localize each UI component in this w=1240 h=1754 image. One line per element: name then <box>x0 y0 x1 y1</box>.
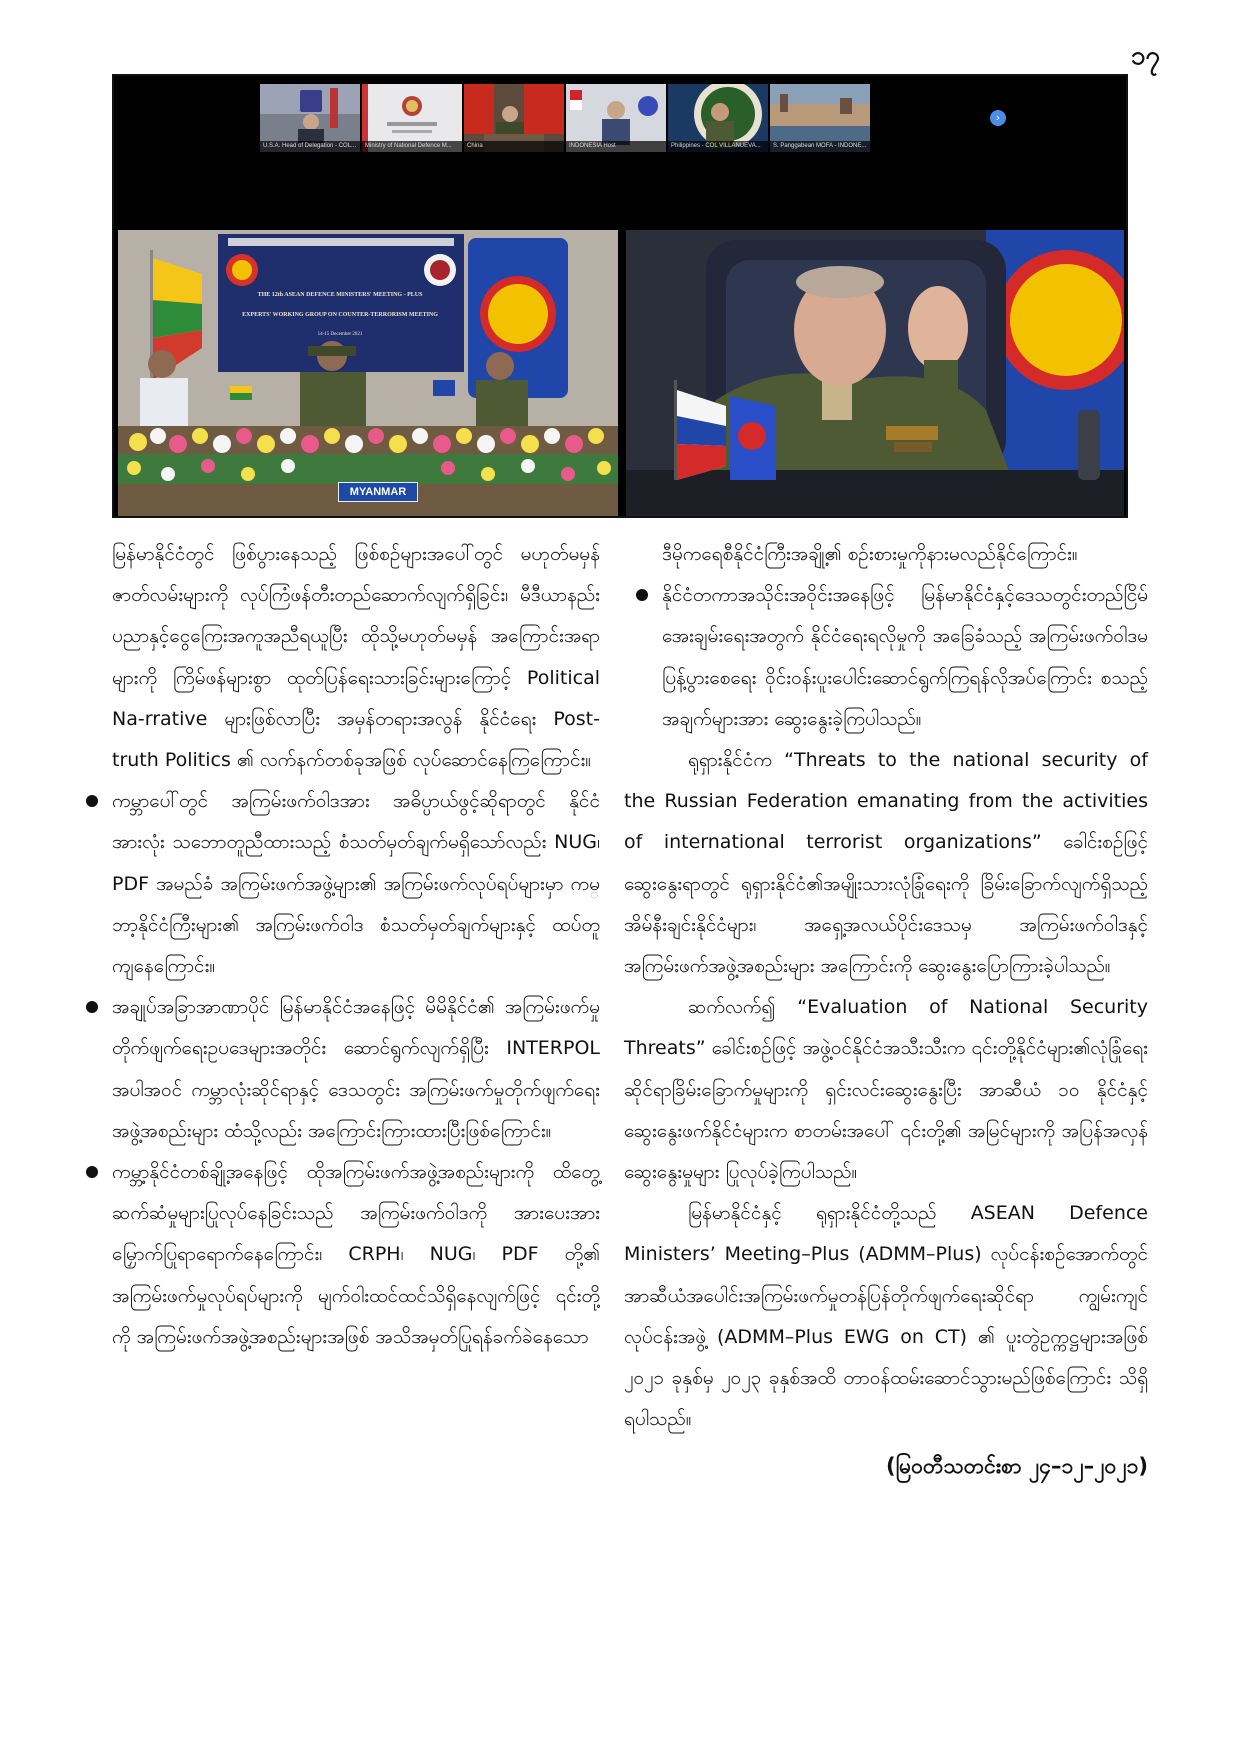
bullet-icon <box>86 1001 98 1013</box>
russian-delegate-scene <box>626 230 1124 516</box>
next-participants-button[interactable]: › <box>990 110 1006 126</box>
video-tile <box>362 84 462 152</box>
video-conference-strip <box>260 84 972 154</box>
list-item <box>112 987 600 1152</box>
page-number: ၁၇ <box>1130 41 1160 71</box>
delegation-illustration <box>118 230 618 516</box>
tile-label: INDONESIA Host <box>566 141 666 152</box>
bullet-text: ကမ္ဘာပေါ်တွင် အကြမ်းဖက်ဝါဒအား အဓိပ္ပာယ်ဖွင့်ဆိုရာတွင် နိုင်ငံအားလုံး သဘောတူညီထားသည့် စံသတ်မှတ်ချက်မရှိသော်လည်း NUG၊ PDF အမည်ခံ အကြမ်းဖက်အဖွဲ့များ၏ အကြမ်းဖက်လုပ်ရပ်များမှာ ကမ္ဘာ့နိုင်ငံကြီးများ၏ အကြမ်းဖက်ဝါဒ စံသတ်မှတ်ချက်များနှင့် ထပ်တူကျနေကြောင်း။ <box>112 790 600 978</box>
banner-title: THE 12th ASEAN DEFENCE MINISTERS' MEETING - PLUS <box>257 292 423 298</box>
tile-label: Philippines - COL VILLANUEVA... <box>668 141 768 152</box>
meeting-banner <box>222 290 458 340</box>
list-item <box>112 1152 600 1358</box>
list-item <box>662 575 1148 740</box>
list-item <box>112 781 600 987</box>
banner-date: 14-15 December 2021 <box>317 332 363 337</box>
video-tile <box>260 84 360 152</box>
bullet-text: အချုပ်အခြာအာဏာပိုင် မြန်မာနိုင်ငံအနေဖြင့် မိမိနိုင်ငံ၏ အကြမ်းဖက်မှုတိုက်ဖျက်ရေးဥပဒေများအတိုင်း ဆောင်ရွက်လျက်ရှိပြီး INTERPOL အပါအဝင် ကမ္ဘာလုံးဆိုင်ရာနှင့် ဒေသတွင်း အကြမ်းဖက်မှုတိုက်ဖျက်ရေးအဖွဲ့အစည်းများ ထံသို့လည်း အကြောင်းကြားထားပြီးဖြစ်ကြောင်း။ <box>112 996 600 1142</box>
video-tile <box>770 84 870 152</box>
officer-illustration <box>626 230 1124 516</box>
tile-label: U.S.A. Head of Delegation - COL... <box>260 141 360 152</box>
bullet-text: ကမ္ဘာ့နိုင်ငံတစ်ချို့အနေဖြင့် ထိုအကြမ်းဖက်အဖွဲ့အစည်းများကို ထိတွေ့ဆက်ဆံမှုများပြုလုပ်နေခြင်းသည် အကြမ်းဖက်ဝါဒကို အားပေးအားမြှောက်ပြုရာရောက်နေကြောင်း၊ CRPH၊ NUG၊ PDF တို့၏ အကြမ်းဖက်မှုလုပ်ရပ်များကို မျက်ဝါးထင်ထင်သိရှိနေလျက်ဖြင့် ၎င်းတို့ကို အကြမ်းဖက်အဖွဲ့အစည်းများအဖြစ် အသိအမှတ်ပြုရန်ခက်ခဲနေသော <box>112 1161 600 1348</box>
source-citation: (မြဝတီသတင်းစာ ၂၄–၁၂–၂၀၂၁) <box>886 1454 1148 1479</box>
left-text-column <box>112 534 600 1358</box>
meeting-photo <box>112 74 1128 518</box>
tile-label: Ministry of National Defence M... <box>362 141 462 152</box>
banner-subtitle: EXPERTS' WORKING GROUP ON COUNTER-TERRORISM MEETING <box>242 312 438 318</box>
right-text-column <box>624 534 1148 1488</box>
video-tile <box>566 84 666 152</box>
intro-paragraph: မြန်မာနိုင်ငံတွင် ဖြစ်ပွားနေသည့် ဖြစ်စဉ်များအပေါ်တွင် မဟုတ်မမှန်ဇာတ်လမ်းများကို လုပ်ကြံဖန်တီးတည်ဆောက်လျက်ရှိခြင်း၊ မီဒီယာနည်းပညာနှင့်ငွေကြေးအကူအညီရယူပြီး ထိုသို့မဟုတ်မမှန် အကြောင်းအရာများကို ကြိမ်ဖန်များစွာ ထုတ်ပြန်ရေးသားခြင်းများကြောင့် Political Na-rrative များဖြစ်လာပြီး အမှန်တရားအလွန် နိုင်ငံရေး Post-truth Politics ၏ လက်နက်တစ်ခုအဖြစ် လုပ်ဆောင်နေကြကြောင်း။ <box>112 543 600 772</box>
continued-bullet-text: ဒီမိုကရေစီနိုင်ငံကြီးအချို့၏ စဉ်းစားမှုကိုနားမလည်နိုင်ကြောင်း။ <box>662 543 1078 565</box>
video-tile <box>668 84 768 152</box>
tile-label: S. Panggabean MOFA - INDONE... <box>770 141 870 152</box>
video-tile <box>464 84 564 152</box>
body-paragraph: ရုရှားနိုင်ငံက “Threats to the national security of the Russian Federation emanating from the activities of international terrorist organizations” ခေါင်းစဉ်ဖြင့် ဆွေးနွေးရာတွင် ရုရှားနိုင်ငံ၏အမျိုးသားလုံခြုံရေးကို ခြိမ်းခြောက်လျက်ရှိသည့် အိမ်နီးချင်းနိုင်ငံများ၊ အရှေ့အလယ်ပိုင်းဒေသမှ အကြမ်းဖက်ဝါဒနှင့် အကြမ်းဖက်အဖွဲ့အစည်းများ အကြောင်းကို ဆွေးနွေးပြောကြားခဲ့ပါသည်။ <box>624 749 1148 978</box>
body-paragraph: မြန်မာနိုင်ငံနှင့် ရုရှားနိုင်ငံတို့သည် ASEAN Defence Ministers’ Meeting–Plus (ADMM–Plus) လုပ်ငန်းစဉ်အောက်တွင် အာဆီယံအပေါင်းအကြမ်းဖက်မှုတန်ပြန်တိုက်ဖျက်ရေးဆိုင်ရာ ကျွမ်းကျင်လုပ်ငန်းအဖွဲ့ (ADMM–Plus EWG on CT) ၏ ပူးတွဲဥက္ကဋ္ဌများအဖြစ် ၂၀၂၁ ခုနှစ်မှ ၂၀၂၃ ခုနှစ်အထိ တာဝန်ထမ်းဆောင်သွားမည်ဖြစ်ကြောင်း သိရှိရပါသည်။ <box>624 1202 1148 1431</box>
tile-label: China <box>464 141 564 152</box>
bullet-text: နိုင်ငံတကာအသိုင်းအဝိုင်းအနေဖြင့် မြန်မာနိုင်ငံနှင့်ဒေသတွင်းတည်ငြိမ် အေးချမ်းရေးအတွက် နိုင်ငံရေးရလိုမှုကို အခြေခံသည့် အကြမ်းဖက်ဝါဒမပြန့်ပွားစေရေး ဝိုင်းဝန်းပူးပေါင်းဆောင်ရွက်ကြရန်လိုအပ်ကြောင်း စသည့်အချက်များအား ဆွေးနွေးခဲ့ကြပါသည်။ <box>662 584 1148 730</box>
bullet-icon <box>636 589 648 601</box>
country-nameplate: MYANMAR <box>338 482 418 502</box>
bullet-icon <box>86 795 98 807</box>
bullet-icon <box>86 1166 98 1178</box>
body-paragraph: ဆက်လက်၍ “Evaluation of National Security Threats” ခေါင်းစဉ်ဖြင့် အဖွဲ့ဝင်နိုင်ငံအသီးသီးက ၎င်းတို့နိုင်ငံများ၏လုံခြုံရေးဆိုင်ရာခြိမ်းခြောက်မှုများကို ရှင်းလင်းဆွေးနွေးပြီး အာဆီယံ ၁၀ နိုင်ငံနှင့် ဆွေးနွေးဖက်နိုင်ငံများက စာတမ်းအပေါ် ၎င်းတို့၏ အမြင်များကို အပြန်အလှန်ဆွေးနွေးမှုများ ပြုလုပ်ခဲ့ကြပါသည်။ <box>624 996 1148 1184</box>
myanmar-delegation-scene <box>118 230 618 516</box>
